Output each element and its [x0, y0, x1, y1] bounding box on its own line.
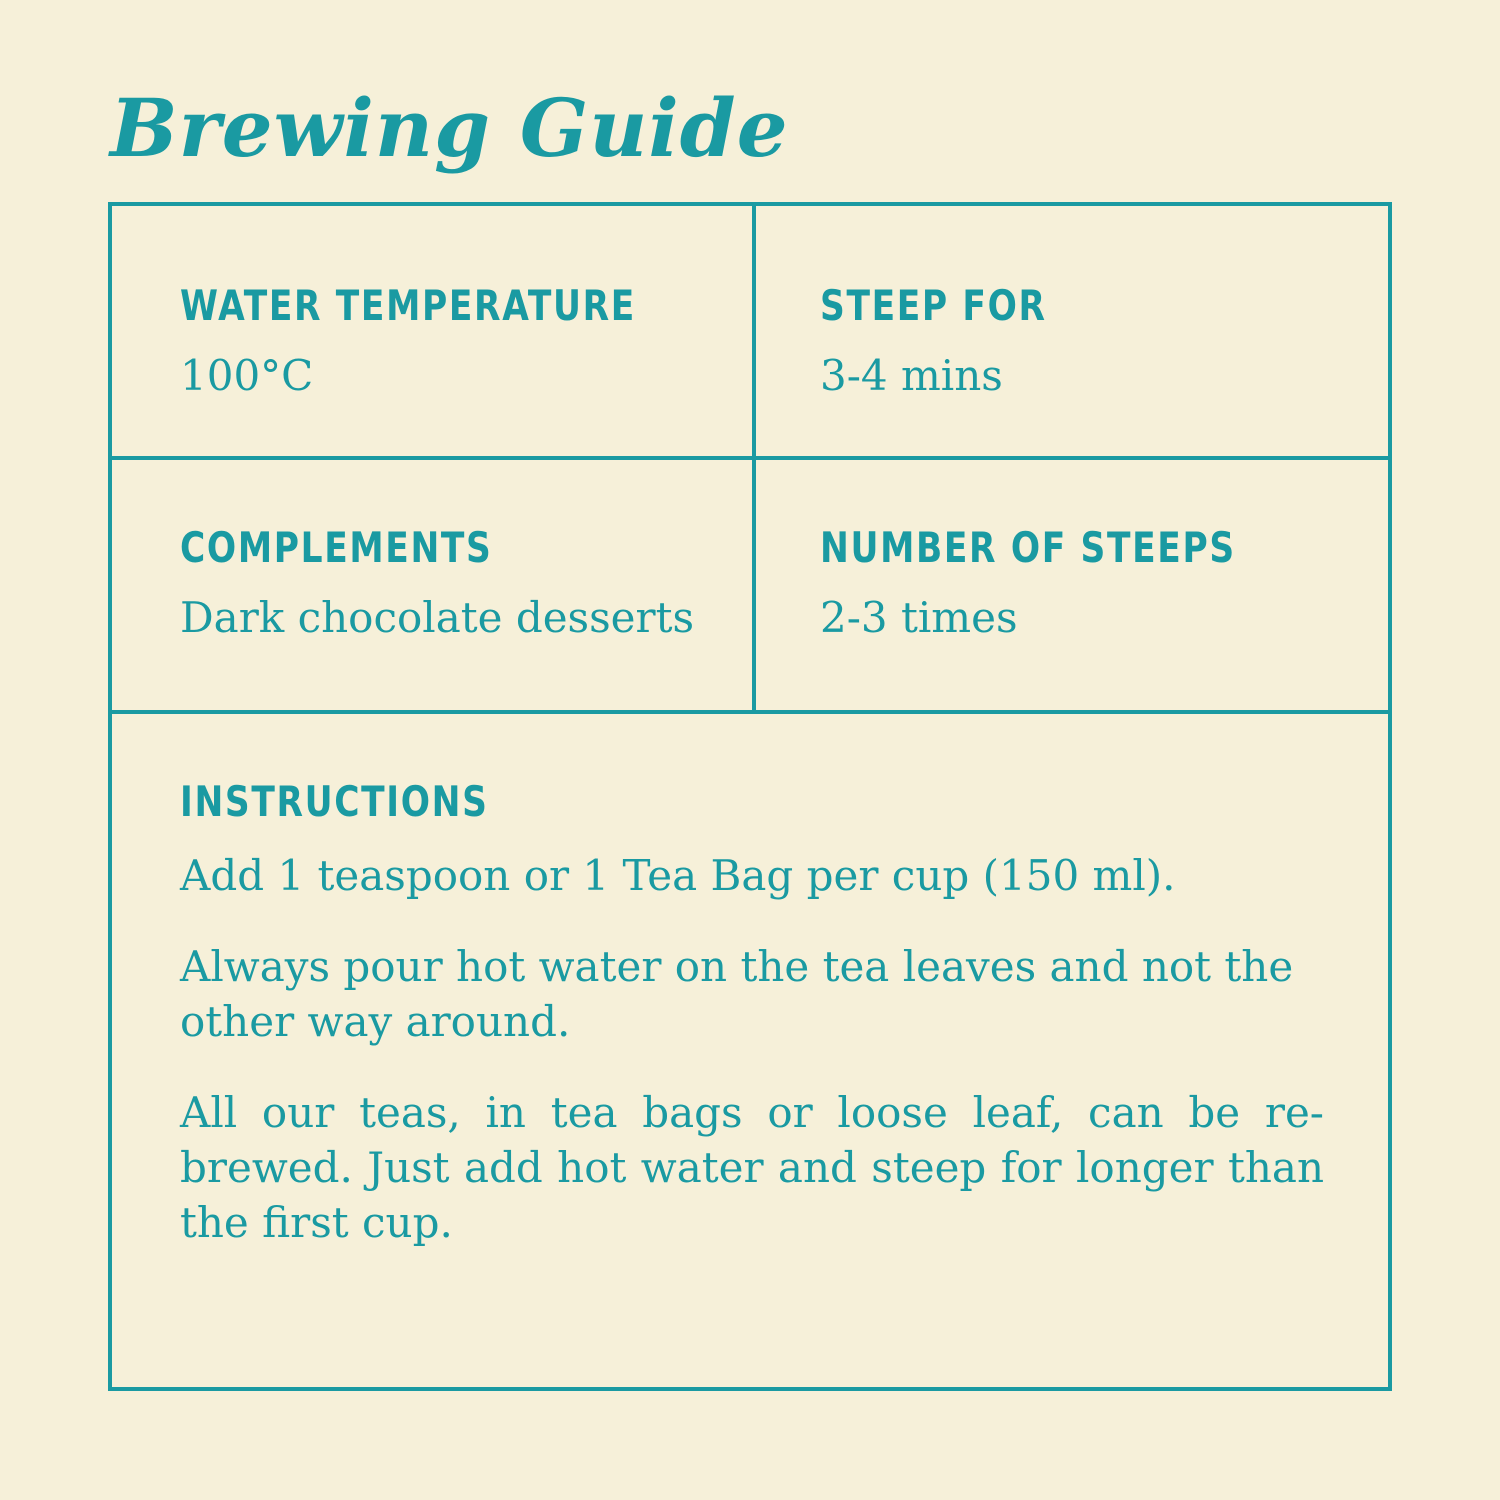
- water-temperature-cell: [180, 280, 736, 402]
- instruction-paragraph: Always pour hot water on the tea leaves and not the other way around.: [180, 942, 1294, 1046]
- number-of-steeps-label: NUMBER OF STEEPS: [820, 523, 1236, 572]
- brewing-guide-table: [108, 202, 1392, 1391]
- complements-value: Dark chocolate desserts: [180, 593, 695, 642]
- water-temperature-label: WATER TEMPERATURE: [180, 281, 636, 330]
- number-of-steeps-value: 2-3 times: [820, 593, 1018, 642]
- complements-cell: [180, 522, 694, 644]
- steep-for-value: 3-4 mins: [820, 351, 1003, 400]
- row-divider: [112, 456, 1388, 460]
- steep-for-cell: [820, 280, 1096, 402]
- instruction-paragraph: Add 1 teaspoon or 1 Tea Bag per cup (150 ml).: [180, 851, 1176, 900]
- number-of-steeps-cell: [820, 522, 1327, 644]
- instructions-label: INSTRUCTIONS: [180, 777, 489, 826]
- row-divider: [112, 710, 1388, 714]
- page-title: Brewing Guide: [110, 81, 789, 175]
- complements-label: COMPLEMENTS: [180, 523, 493, 572]
- instructions-section: [180, 776, 1324, 1250]
- water-temperature-value: 100°C: [180, 351, 314, 400]
- instruction-paragraph: All our teas, in tea bags or loose leaf, can be re-brewed. Just add hot water and steep for longer than the first cup.: [180, 1088, 1324, 1247]
- steep-for-label: STEEP FOR: [820, 281, 1047, 330]
